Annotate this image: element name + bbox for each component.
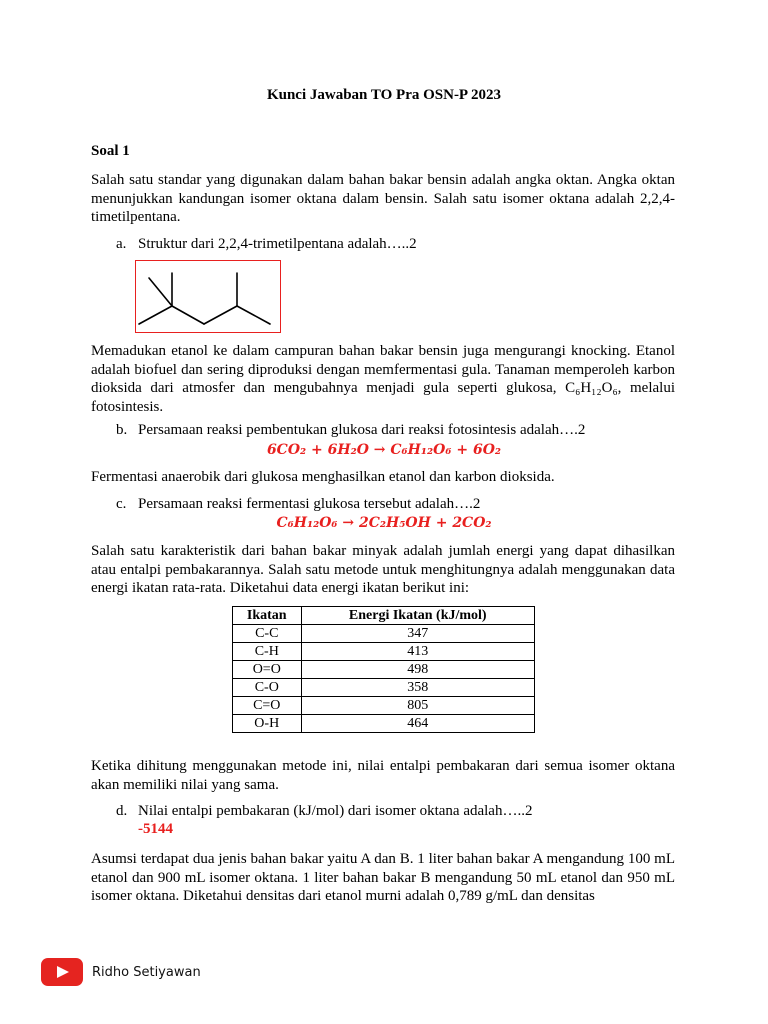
table-row (233, 643, 535, 661)
table-header-row (233, 607, 535, 625)
question-c-text: Persamaan reaksi fermentasi glukosa tersebut adalah….2 (138, 496, 481, 512)
paragraph-bond-energy: Salah satu karakteristik dari bahan bakar minyak adalah jumlah energi yang dapat dihasilkan atau entalpi pembakarannya. Salah satu metode untuk menghitungnya adalah menggunakan data energi ikatan rata-rata. Diketahui data energi ikatan berikut ini: (91, 543, 675, 596)
bond-cell: C-H (233, 643, 302, 661)
question-d (116, 803, 532, 820)
question-d-text: Nilai entalpi pembakaran (kJ/mol) dari isomer oktana adalah…..2 (138, 803, 533, 819)
table-row (233, 715, 535, 733)
bond-cell: O-H (233, 715, 302, 733)
table-row (233, 625, 535, 643)
paragraph-intro: Salah satu standar yang digunakan dalam bahan bakar bensin adalah angka oktan. Angka oktan menunjukkan kandungan isomer oktana dalam bensin. Salah satu isomer oktana adalah 2,2,4-timetilpentana. (91, 172, 675, 225)
youtube-icon (41, 958, 83, 986)
bond-energy-table (232, 606, 535, 733)
energy-cell: 413 (301, 643, 535, 661)
table-row (233, 697, 535, 715)
structure-2-2-4-trimethylpentane (135, 260, 281, 333)
answer-d: -5144 (138, 821, 173, 837)
energy-cell: 464 (301, 715, 535, 733)
energy-cell: 498 (301, 661, 535, 679)
bond-cell: C-O (233, 679, 302, 697)
paragraph-enthalpy: Ketika dihitung menggunakan metode ini, nilai entalpi pembakaran dari semua isomer oktana akan memiliki nilai yang sama. (91, 758, 675, 793)
question-b-text: Persamaan reaksi pembentukan glukosa dari reaksi fotosintesis adalah….2 (138, 422, 586, 438)
energy-cell: 358 (301, 679, 535, 697)
question-c-label: c. (116, 496, 127, 512)
column-header: Ikatan (233, 607, 302, 625)
question-b (116, 422, 585, 439)
column-header: Energi Ikatan (kJ/mol) (301, 607, 535, 625)
paragraph-fuel-assumption: Asumsi terdapat dua jenis bahan bakar yaitu A dan B. 1 liter bahan bakar A mengandung 100 mL etanol dan 900 mL isomer oktana. 1 liter bahan bakar B mengandung 50 mL etanol dan 950 mL isomer oktana. Diketahui densitas dari etanol murni adalah 0,789 g/mL dan densitas (91, 851, 675, 904)
paragraph-ethanol: Memadukan etanol ke dalam campuran bahan bakar bensin juga mengurangi knocking. Etanol adalah biofuel dan sering diproduksi dengan memfermentasi gula. Tanaman memperoleh karbon dioksida dari atmosfer dan mengubahnya menjadi gula seperti glukosa, C₆H₁₂O₆, melalui fotosintesis. (91, 343, 675, 415)
paragraph-fermentation: Fermentasi anaerobik dari glukosa menghasilkan etanol dan karbon dioksida. (91, 469, 555, 485)
question-b-label: b. (116, 422, 128, 438)
question-c (116, 496, 480, 513)
document-title: Kunci Jawaban TO Pra OSN-P 2023 (266, 87, 502, 103)
energy-cell: 805 (301, 697, 535, 715)
energy-cell: 347 (301, 625, 535, 643)
skeletal-formula-diagram (136, 261, 279, 331)
question-a-text: Struktur dari 2,2,4-trimetilpentana adalah…..2 (138, 236, 417, 252)
question-a-label: a. (116, 236, 127, 252)
equation-photosynthesis: 6CO₂ + 6H₂O → C₆H₁₂O₆ + 6O₂ (266, 442, 502, 458)
bond-cell: C=O (233, 697, 302, 715)
author-name: Ridho Setiyawan (92, 964, 201, 980)
section-heading: Soal 1 (91, 143, 130, 159)
question-a (116, 236, 417, 253)
bond-cell: O=O (233, 661, 302, 679)
question-d-label: d. (116, 803, 128, 819)
table-row (233, 679, 535, 697)
footer-channel[interactable] (41, 957, 201, 987)
bond-cell: C-C (233, 625, 302, 643)
table-row (233, 661, 535, 679)
equation-fermentation: C₆H₁₂O₆ → 2C₂H₅OH + 2CO₂ (276, 515, 492, 531)
